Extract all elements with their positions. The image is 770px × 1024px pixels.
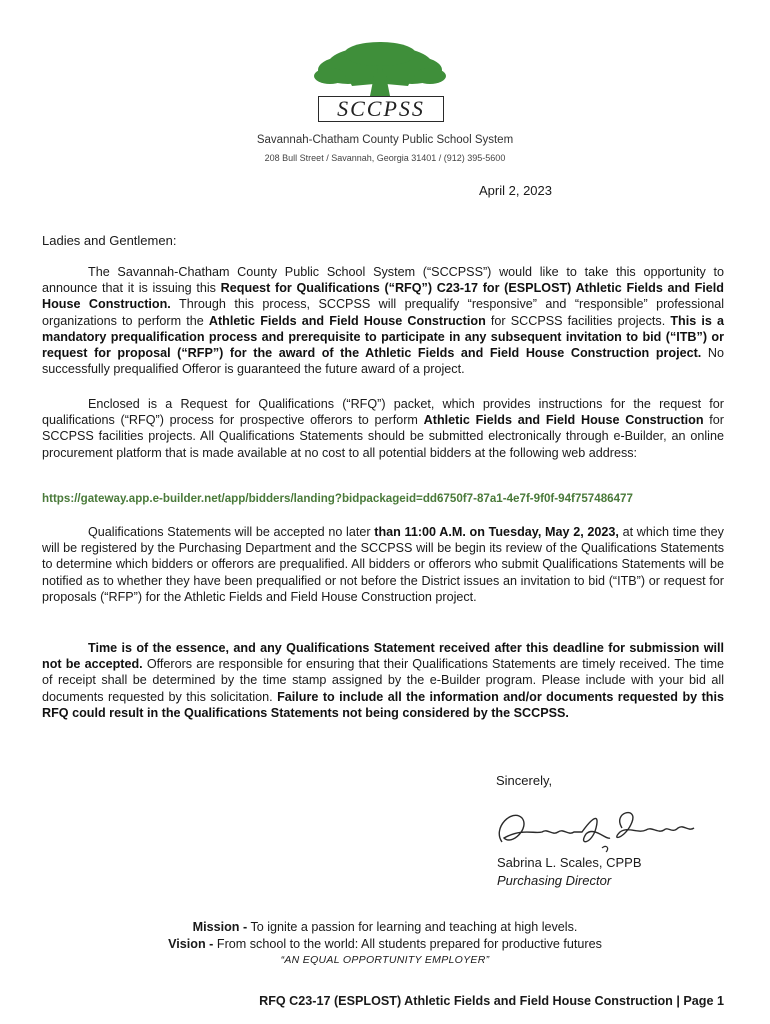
handwritten-signature bbox=[482, 798, 702, 858]
closing-sincerely: Sincerely, bbox=[496, 773, 553, 788]
paragraph-announcement: The Savannah-Chatham County Public School System (“SCCPSS”) would like to take this opportunity to announce that it is issuing this Request for Qualifications (“RFQ”) C23-17 for (ESPLOST) Athletic Fields and Field House Construction. Through this process, SCCPSS will prequalify “responsive” and “responsible” professional organizations to perform the Athletic Fields and Field House Construction for SCCPSS facilities projects. This is a mandatory prequalification process and prerequisite to participate in any subsequent invitation to bid (“ITB”) or request for proposal (“RFP”) for the award of the Athletic Fields and Field House Construction project. No successfully prequalified Offeror is guaranteed the future award of a project. bbox=[42, 265, 725, 377]
paragraph-time-essence: Time is of the essence, and any Qualifications Statement received after this deadline for submission will not be accepted. Offerors are responsible for ensuring that their Qualifications Statements are timely received. The time of receipt shall be determined by the time stamp assigned by the e-Builder program. Please include with your bid all documents requested by this solicitation. Failure to include all the information and/or documents requested by this RFQ could result in the Qualifications Statements not being considered by the SCCPSS. bbox=[42, 641, 724, 720]
logo-wordmark: SCCPSS bbox=[318, 96, 444, 122]
page-footer: RFQ C23-17 (ESPLOST) Athletic Fields and Field House Construction | Page 1 bbox=[259, 994, 724, 1008]
signer-name: Sabrina L. Scales, CPPB bbox=[497, 855, 642, 870]
vision-statement: Vision - From school to the world: All students prepared for productive futures bbox=[168, 937, 602, 951]
signer-title: Purchasing Director bbox=[497, 873, 612, 888]
paragraph-deadline: Qualifications Statements will be accepted no later than 11:00 A.M. on Tuesday, May 2, 2023, at which time they will be registered by the Purchasing Department and the SCCPSS will be begin its review of the Qualifications Statements to determine which bidders or offerors are prequalified. All bidders or offerors who submit Qualifications Statements will be notified as to whether they have been prequalified or not before the District issues an invitation to bid (“ITB”) or request for proposals (“RFP”) for the Athletic Fields and Field House Construction project. bbox=[42, 525, 724, 604]
organization-name: Savannah-Chatham County Public School System bbox=[256, 134, 514, 146]
mission-statement: Mission - To ignite a passion for learning and teaching at high levels. bbox=[192, 920, 578, 934]
equal-opportunity-statement: “AN EQUAL OPPORTUNITY EMPLOYER” bbox=[280, 954, 490, 966]
organization-address: 208 Bull Street / Savannah, Georgia 31401 / (912) 395-5600 bbox=[264, 153, 506, 163]
letter-date: April 2, 2023 bbox=[479, 183, 552, 198]
paragraph-enclosure: Enclosed is a Request for Qualifications (“RFQ”) packet, which provides instructions for the request for qualifications (“RFQ”) process for prospective offerors to perform Athletic Fields and Field House Construction for SCCPSS facilities projects. All Qualifications Statements should be submitted electronically through e-Builder, an online procurement platform that is made available at no cost to all potential bidders at the following web address: bbox=[42, 397, 725, 460]
salutation: Ladies and Gentlemen: bbox=[42, 233, 177, 248]
e-builder-link[interactable]: https://gateway.app.e-builder.net/app/bidders/landing?bidpackageid=dd6750f7-87a1-4e7f-9f0f-94f757486477 bbox=[42, 492, 633, 505]
